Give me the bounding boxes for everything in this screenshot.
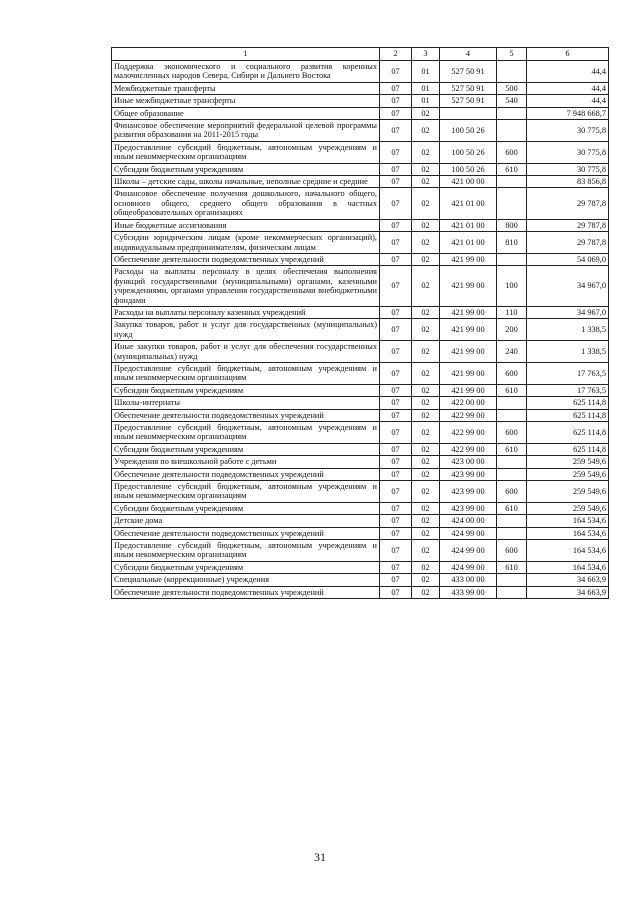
row-name-cell: Предоставление субсидий бюджетным, автономным учреждениям и иным некоммерческим организациям <box>112 141 380 163</box>
column-header: 5 <box>497 48 527 61</box>
amount-cell: 44,4 <box>527 95 609 107</box>
budget-table <box>111 47 609 599</box>
target-article-cell: 100 50 26 <box>440 141 497 163</box>
amount-cell: 164 534,6 <box>527 527 609 539</box>
table-row <box>112 232 609 254</box>
expense-type-cell: 800 <box>497 219 527 231</box>
expense-type-cell: 610 <box>497 502 527 514</box>
section-code-cell: 07 <box>380 232 412 254</box>
table-row <box>112 253 609 265</box>
table-row <box>112 456 609 468</box>
subsection-code-cell: 02 <box>412 163 440 175</box>
target-article-cell: 527 50 91 <box>440 95 497 107</box>
target-article-cell: 422 99 00 <box>440 422 497 444</box>
row-name-cell: Иные межбюджетные трансферты <box>112 95 380 107</box>
target-article-cell: 527 50 91 <box>440 61 497 83</box>
table-row <box>112 163 609 175</box>
column-header: 1 <box>112 48 380 61</box>
subsection-code-cell: 02 <box>412 266 440 307</box>
expense-type-cell <box>497 574 527 586</box>
subsection-code-cell: 02 <box>412 397 440 409</box>
subsection-code-cell: 02 <box>412 481 440 503</box>
section-code-cell: 07 <box>380 540 412 562</box>
table-row <box>112 384 609 396</box>
target-article-cell: 421 99 00 <box>440 341 497 363</box>
column-header: 4 <box>440 48 497 61</box>
page-number: 31 <box>314 850 326 864</box>
amount-cell: 625 114,8 <box>527 409 609 421</box>
target-article-cell: 100 50 26 <box>440 163 497 175</box>
expense-type-cell: 600 <box>497 422 527 444</box>
section-code-cell: 07 <box>380 468 412 480</box>
section-code-cell: 07 <box>380 515 412 527</box>
amount-cell: 164 534,6 <box>527 540 609 562</box>
row-name-cell: Межбюджетные трансферты <box>112 82 380 94</box>
table-row <box>112 502 609 514</box>
row-name-cell: Расходы на выплаты персоналу казенных учреждений <box>112 306 380 318</box>
subsection-code-cell: 01 <box>412 61 440 83</box>
subsection-code-cell: 02 <box>412 188 440 219</box>
expense-type-cell <box>497 176 527 188</box>
amount-cell: 29 787,8 <box>527 232 609 254</box>
amount-cell: 34 967,0 <box>527 306 609 318</box>
row-name-cell: Поддержка экономического и социального развития коренных малочисленных народов Севера, Сибири и Дальнего Востока <box>112 61 380 83</box>
expense-type-cell: 540 <box>497 95 527 107</box>
amount-cell: 259 549,6 <box>527 456 609 468</box>
expense-type-cell: 600 <box>497 362 527 384</box>
target-article-cell: 433 00 00 <box>440 574 497 586</box>
target-article-cell: 422 00 00 <box>440 397 497 409</box>
target-article-cell: 421 99 00 <box>440 319 497 341</box>
expense-type-cell <box>497 253 527 265</box>
amount-cell: 164 534,6 <box>527 561 609 573</box>
subsection-code-cell: 02 <box>412 362 440 384</box>
row-name-cell: Детские дома <box>112 515 380 527</box>
row-name-cell: Обеспечение деятельности подведомственных учреждений <box>112 468 380 480</box>
table-row <box>112 481 609 503</box>
section-code-cell: 07 <box>380 266 412 307</box>
row-name-cell: Школы-интернаты <box>112 397 380 409</box>
amount-cell: 625 114,8 <box>527 422 609 444</box>
row-name-cell: Расходы на выплаты персоналу в целях обеспечения выполнения функций государственными (муниципальными) органами, казенными учреждениями, органами управления государственными внебюджетными фондами <box>112 266 380 307</box>
subsection-code-cell: 02 <box>412 502 440 514</box>
target-article-cell: 421 99 00 <box>440 306 497 318</box>
target-article-cell: 421 00 00 <box>440 176 497 188</box>
expense-type-cell <box>497 188 527 219</box>
amount-cell: 259 549,6 <box>527 502 609 514</box>
amount-cell: 17 763,5 <box>527 362 609 384</box>
amount-cell: 164 534,6 <box>527 515 609 527</box>
row-name-cell: Обеспечение деятельности подведомственных учреждений <box>112 527 380 539</box>
subsection-code-cell: 02 <box>412 306 440 318</box>
section-code-cell: 07 <box>380 481 412 503</box>
table-row <box>112 219 609 231</box>
table-row <box>112 574 609 586</box>
row-name-cell: Иные бюджетные ассигнования <box>112 219 380 231</box>
table-row <box>112 120 609 142</box>
target-article-cell: 422 99 00 <box>440 443 497 455</box>
row-name-cell: Субсидии бюджетным учреждениям <box>112 502 380 514</box>
subsection-code-cell: 02 <box>412 515 440 527</box>
subsection-code-cell: 02 <box>412 468 440 480</box>
target-article-cell: 424 00 00 <box>440 515 497 527</box>
section-code-cell: 07 <box>380 409 412 421</box>
section-code-cell: 07 <box>380 362 412 384</box>
table-row <box>112 515 609 527</box>
row-name-cell: Субсидии юридическим лицам (кроме некоммерческих организаций), индивидуальным предпринимателям, физическим лицам <box>112 232 380 254</box>
section-code-cell: 07 <box>380 422 412 444</box>
row-name-cell: Финансовое обеспечение получения дошкольного, начального общего, основного общего, среднего общего образования в частных общеобразовательных организациях <box>112 188 380 219</box>
expense-type-cell: 100 <box>497 266 527 307</box>
subsection-code-cell: 02 <box>412 384 440 396</box>
section-code-cell: 07 <box>380 188 412 219</box>
expense-type-cell: 610 <box>497 561 527 573</box>
table-row <box>112 586 609 598</box>
expense-type-cell: 110 <box>497 306 527 318</box>
section-code-cell: 07 <box>380 219 412 231</box>
row-name-cell: Субсидии бюджетным учреждениям <box>112 443 380 455</box>
target-article-cell <box>440 107 497 119</box>
table-row <box>112 82 609 94</box>
table-row <box>112 176 609 188</box>
expense-type-cell <box>497 586 527 598</box>
expense-type-cell <box>497 456 527 468</box>
target-article-cell: 421 01 00 <box>440 232 497 254</box>
target-article-cell: 421 99 00 <box>440 253 497 265</box>
section-code-cell: 07 <box>380 574 412 586</box>
subsection-code-cell: 01 <box>412 95 440 107</box>
amount-cell: 30 775,8 <box>527 120 609 142</box>
amount-cell: 625 114,8 <box>527 397 609 409</box>
row-name-cell: Субсидии бюджетным учреждениям <box>112 384 380 396</box>
subsection-code-cell: 02 <box>412 456 440 468</box>
row-name-cell: Субсидии бюджетным учреждениям <box>112 561 380 573</box>
target-article-cell: 423 99 00 <box>440 468 497 480</box>
section-code-cell: 07 <box>380 95 412 107</box>
subsection-code-cell: 02 <box>412 319 440 341</box>
target-article-cell: 100 50 26 <box>440 120 497 142</box>
expense-type-cell: 610 <box>497 443 527 455</box>
amount-cell: 259 549,6 <box>527 481 609 503</box>
subsection-code-cell: 01 <box>412 82 440 94</box>
section-code-cell: 07 <box>380 586 412 598</box>
table-header-row <box>112 48 609 61</box>
target-article-cell: 421 99 00 <box>440 362 497 384</box>
expense-type-cell <box>497 409 527 421</box>
expense-type-cell: 610 <box>497 384 527 396</box>
subsection-code-cell: 02 <box>412 176 440 188</box>
amount-cell: 7 948 668,7 <box>527 107 609 119</box>
table-row <box>112 341 609 363</box>
subsection-code-cell: 02 <box>412 540 440 562</box>
expense-type-cell: 600 <box>497 141 527 163</box>
subsection-code-cell: 02 <box>412 141 440 163</box>
target-article-cell: 423 99 00 <box>440 502 497 514</box>
row-name-cell: Школы – детские сады, школы начальные, неполные средние и средние <box>112 176 380 188</box>
table-row <box>112 188 609 219</box>
subsection-code-cell: 02 <box>412 253 440 265</box>
row-name-cell: Субсидии бюджетным учреждениям <box>112 163 380 175</box>
target-article-cell: 424 99 00 <box>440 561 497 573</box>
target-article-cell: 424 99 00 <box>440 540 497 562</box>
row-name-cell: Предоставление субсидий бюджетным, автономным учреждениям и иным некоммерческим организациям <box>112 481 380 503</box>
section-code-cell: 07 <box>380 384 412 396</box>
section-code-cell: 07 <box>380 306 412 318</box>
amount-cell: 29 787,8 <box>527 219 609 231</box>
expense-type-cell: 200 <box>497 319 527 341</box>
expense-type-cell <box>497 61 527 83</box>
section-code-cell: 07 <box>380 527 412 539</box>
expense-type-cell <box>497 515 527 527</box>
target-article-cell: 422 99 00 <box>440 409 497 421</box>
target-article-cell: 421 99 00 <box>440 266 497 307</box>
expense-type-cell: 810 <box>497 232 527 254</box>
row-name-cell: Предоставление субсидий бюджетным, автономным учреждениям и иным некоммерческим организациям <box>112 362 380 384</box>
expense-type-cell: 240 <box>497 341 527 363</box>
table-row <box>112 319 609 341</box>
expense-type-cell: 500 <box>497 82 527 94</box>
column-header: 2 <box>380 48 412 61</box>
subsection-code-cell: 02 <box>412 422 440 444</box>
expense-type-cell <box>497 527 527 539</box>
expense-type-cell <box>497 397 527 409</box>
expense-type-cell <box>497 468 527 480</box>
subsection-code-cell: 02 <box>412 219 440 231</box>
row-name-cell: Обеспечение деятельности подведомственных учреждений <box>112 409 380 421</box>
subsection-code-cell: 02 <box>412 561 440 573</box>
amount-cell: 34 663,9 <box>527 574 609 586</box>
table-row <box>112 468 609 480</box>
amount-cell: 17 763,5 <box>527 384 609 396</box>
section-code-cell: 07 <box>380 82 412 94</box>
table-row <box>112 422 609 444</box>
column-header: 3 <box>412 48 440 61</box>
section-code-cell: 07 <box>380 107 412 119</box>
section-code-cell: 07 <box>380 502 412 514</box>
target-article-cell: 423 99 00 <box>440 481 497 503</box>
row-name-cell: Учреждения по внешкольной работе с детьми <box>112 456 380 468</box>
target-article-cell: 421 99 00 <box>440 384 497 396</box>
amount-cell: 29 787,8 <box>527 188 609 219</box>
amount-cell: 30 775,8 <box>527 163 609 175</box>
row-name-cell: Специальные (коррекционные) учреждения <box>112 574 380 586</box>
section-code-cell: 07 <box>380 61 412 83</box>
target-article-cell: 527 50 91 <box>440 82 497 94</box>
section-code-cell: 07 <box>380 443 412 455</box>
subsection-code-cell: 02 <box>412 586 440 598</box>
row-name-cell: Закупка товаров, работ и услуг для государственных (муниципальных) нужд <box>112 319 380 341</box>
table-row <box>112 527 609 539</box>
row-name-cell: Обеспечение деятельности подведомственных учреждений <box>112 586 380 598</box>
subsection-code-cell: 02 <box>412 341 440 363</box>
subsection-code-cell: 02 <box>412 443 440 455</box>
amount-cell: 30 775,8 <box>527 141 609 163</box>
section-code-cell: 07 <box>380 456 412 468</box>
section-code-cell: 07 <box>380 176 412 188</box>
section-code-cell: 07 <box>380 561 412 573</box>
section-code-cell: 07 <box>380 141 412 163</box>
target-article-cell: 424 99 00 <box>440 527 497 539</box>
table-row <box>112 397 609 409</box>
target-article-cell: 421 01 00 <box>440 188 497 219</box>
subsection-code-cell: 02 <box>412 527 440 539</box>
row-name-cell: Общее образование <box>112 107 380 119</box>
table-row <box>112 561 609 573</box>
table-row <box>112 540 609 562</box>
amount-cell: 1 338,5 <box>527 319 609 341</box>
subsection-code-cell: 02 <box>412 120 440 142</box>
row-name-cell: Предоставление субсидий бюджетным, автономным учреждениям и иным некоммерческим организациям <box>112 422 380 444</box>
target-article-cell: 423 00 00 <box>440 456 497 468</box>
expense-type-cell: 600 <box>497 481 527 503</box>
section-code-cell: 07 <box>380 397 412 409</box>
subsection-code-cell: 02 <box>412 574 440 586</box>
expense-type-cell <box>497 107 527 119</box>
amount-cell: 44,4 <box>527 82 609 94</box>
section-code-cell: 07 <box>380 163 412 175</box>
column-header: 6 <box>527 48 609 61</box>
expense-type-cell: 600 <box>497 540 527 562</box>
table-row <box>112 443 609 455</box>
table-row <box>112 362 609 384</box>
section-code-cell: 07 <box>380 253 412 265</box>
amount-cell: 54 069,0 <box>527 253 609 265</box>
section-code-cell: 07 <box>380 120 412 142</box>
amount-cell: 34 663,9 <box>527 586 609 598</box>
amount-cell: 44,4 <box>527 61 609 83</box>
amount-cell: 259 549,6 <box>527 468 609 480</box>
subsection-code-cell: 02 <box>412 232 440 254</box>
amount-cell: 625 114,8 <box>527 443 609 455</box>
row-name-cell: Финансовое обеспечение мероприятий федеральной целевой программы развития образования на 2011-2015 годы <box>112 120 380 142</box>
table-row <box>112 107 609 119</box>
row-name-cell: Обеспечение деятельности подведомственных учреждений <box>112 253 380 265</box>
section-code-cell: 07 <box>380 341 412 363</box>
table-body <box>112 61 609 599</box>
subsection-code-cell: 02 <box>412 409 440 421</box>
amount-cell: 83 856,8 <box>527 176 609 188</box>
target-article-cell: 421 01 00 <box>440 219 497 231</box>
table-row <box>112 409 609 421</box>
table-row <box>112 61 609 83</box>
amount-cell: 34 967,0 <box>527 266 609 307</box>
table-row <box>112 266 609 307</box>
amount-cell: 1 338,5 <box>527 341 609 363</box>
expense-type-cell <box>497 120 527 142</box>
row-name-cell: Предоставление субсидий бюджетным, автономным учреждениям и иным некоммерческим организациям <box>112 540 380 562</box>
table-row <box>112 306 609 318</box>
expense-type-cell: 610 <box>497 163 527 175</box>
table-row <box>112 95 609 107</box>
table-row <box>112 141 609 163</box>
section-code-cell: 07 <box>380 319 412 341</box>
target-article-cell: 433 99 00 <box>440 586 497 598</box>
subsection-code-cell: 02 <box>412 107 440 119</box>
row-name-cell: Иные закупки товаров, работ и услуг для обеспечения государственных (муниципальных) нужд <box>112 341 380 363</box>
